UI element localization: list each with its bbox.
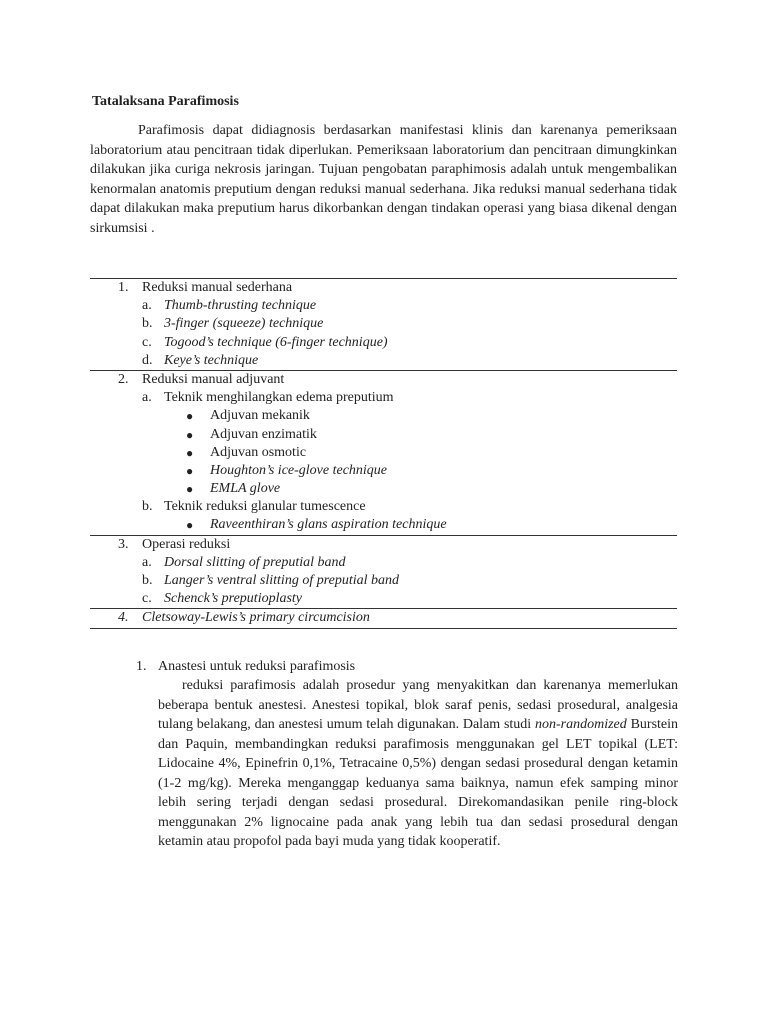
- bullet-item: EMLA glove: [210, 481, 281, 497]
- list-number: 2.: [118, 371, 129, 387]
- table-row: [90, 315, 677, 333]
- bullet-icon: ●: [186, 409, 194, 424]
- list-marker: a.: [142, 298, 152, 314]
- bullet-row: [90, 407, 677, 425]
- bullet-icon: ●: [186, 427, 194, 442]
- list-item: Thumb-thrusting technique: [164, 298, 317, 314]
- treatment-table: [90, 278, 677, 629]
- table-row: [90, 498, 677, 516]
- list-item: Dorsal slitting of preputial band: [164, 554, 346, 570]
- bullet-item: Raveenthiran’s glans aspiration technique: [210, 517, 447, 533]
- table-row: [90, 334, 677, 352]
- table-row: [90, 590, 677, 608]
- bullet-item: Adjuvan mekanik: [210, 408, 310, 424]
- list-marker: d.: [142, 352, 153, 368]
- bullet-row: [90, 516, 677, 534]
- list-number: 1.: [136, 659, 147, 674]
- bullet-row: [90, 426, 677, 444]
- bullet-row: [90, 480, 677, 498]
- italic-term: non-randomized: [535, 717, 627, 732]
- bullet-icon: ●: [186, 482, 194, 497]
- list-item: Keye’s technique: [164, 352, 259, 368]
- table-row: [90, 572, 677, 590]
- paragraph-text: reduksi parafimosis adalah prosedur yang menyakitkan dan karenanya memerlukan beberapa bentuk anestesi. Anestesi topikal, blok saraf penis, sedasi prosedural, analgesia tulang belakang, dan anestesi umum telah digunakan. Dalam studi: [158, 678, 678, 732]
- list-item: Togood’s technique (6-finger technique): [164, 334, 388, 350]
- list-marker: a.: [142, 554, 152, 570]
- intro-paragraph: Parafimosis dapat didiagnosis berdasarkan manifestasi klinis dan karenanya pemeriksaan laboratorium atau pencitraan tidak diperlukan. Pemeriksaan laboratorium dan pencitraan dimungkinkan dilakukan jika curiga nekrosis jaringan. Tujuan pengobatan paraphimosis adalah untuk mengembalikan kenormalan anatomis preputium dengan reduksi manual sederhana. Jika reduksi manual sederhana tidak dapat dilakukan maka preputium harus dikorbankan dengan tindakan operasi yang biasa dikenal dengan sirkumsisi .: [90, 123, 677, 236]
- table-row: [90, 389, 677, 407]
- bullet-item: Adjuvan enzimatik: [210, 426, 317, 442]
- table-row: [90, 297, 677, 315]
- bullet-row: [90, 444, 677, 462]
- table-row: [90, 371, 677, 389]
- table-row: [90, 554, 677, 572]
- bullet-icon: ●: [186, 463, 194, 478]
- list-item: Teknik reduksi glanular tumescence: [164, 499, 366, 515]
- list-item: Teknik menghilangkan edema preputium: [164, 390, 394, 406]
- section-label: Operasi reduksi: [142, 536, 231, 552]
- table-section-4: [90, 608, 677, 628]
- anesthesia-paragraph: [158, 676, 678, 852]
- bullet-icon: ●: [186, 445, 194, 460]
- table-section-3: [90, 535, 677, 609]
- bullet-row: [90, 462, 677, 480]
- list-number: 4.: [118, 610, 129, 626]
- bullet-icon: ●: [186, 518, 194, 533]
- section-label: Reduksi manual adjuvant: [142, 371, 285, 387]
- list-marker: a.: [142, 390, 152, 406]
- bullet-item: Adjuvan osmotic: [210, 444, 307, 460]
- list-marker: b.: [142, 316, 153, 332]
- list-item: 3-finger (squeeze) technique: [164, 316, 324, 332]
- list-marker: b.: [142, 499, 153, 515]
- list-marker: c.: [142, 334, 152, 350]
- section-label: Cletsoway-Lewis’s primary circumcision: [142, 610, 370, 626]
- list-item: Schenck’s preputioplasty: [164, 591, 303, 607]
- list-item: Langer’s ventral slitting of preputial band: [164, 573, 400, 588]
- paragraph-text: Burstein dan Paquin, membandingkan reduksi parafimosis menggunakan gel LET topikal (LET: Lidocaine 4%, Epinefrin 0,1%, Tetracaine 0,5%) dengan sedasi prosedural dengan ketamin (1-2 mg/kg). Mereka menganggap keduanya sama baiknya, namun efek samping minor lebih sering terjadi dengan sedasi prosedural. Direkomandasikan penile ring-block menggunakan 2% lignocaine pada anak yang lebih tua dan sedasi prosedural dengan ketamin atau propofol pada bayi muda yang tidak kooperatif.: [158, 717, 679, 849]
- table-row: [90, 536, 677, 554]
- bullet-item: Houghton’s ice-glove technique: [210, 462, 388, 478]
- section-heading-text: Anastesi untuk reduksi parafimosis: [158, 659, 356, 674]
- table-row: [90, 279, 677, 297]
- list-marker: b.: [142, 573, 153, 588]
- table-section-1: [90, 278, 677, 370]
- section-label: Reduksi manual sederhana: [142, 280, 293, 295]
- table-row: [90, 352, 677, 370]
- list-number: 1.: [118, 280, 129, 295]
- page-title: Tatalaksana Parafimosis: [92, 94, 239, 109]
- table-section-2: [90, 370, 677, 535]
- list-number: 3.: [118, 536, 129, 552]
- list-marker: c.: [142, 591, 152, 607]
- table-row: [90, 609, 677, 627]
